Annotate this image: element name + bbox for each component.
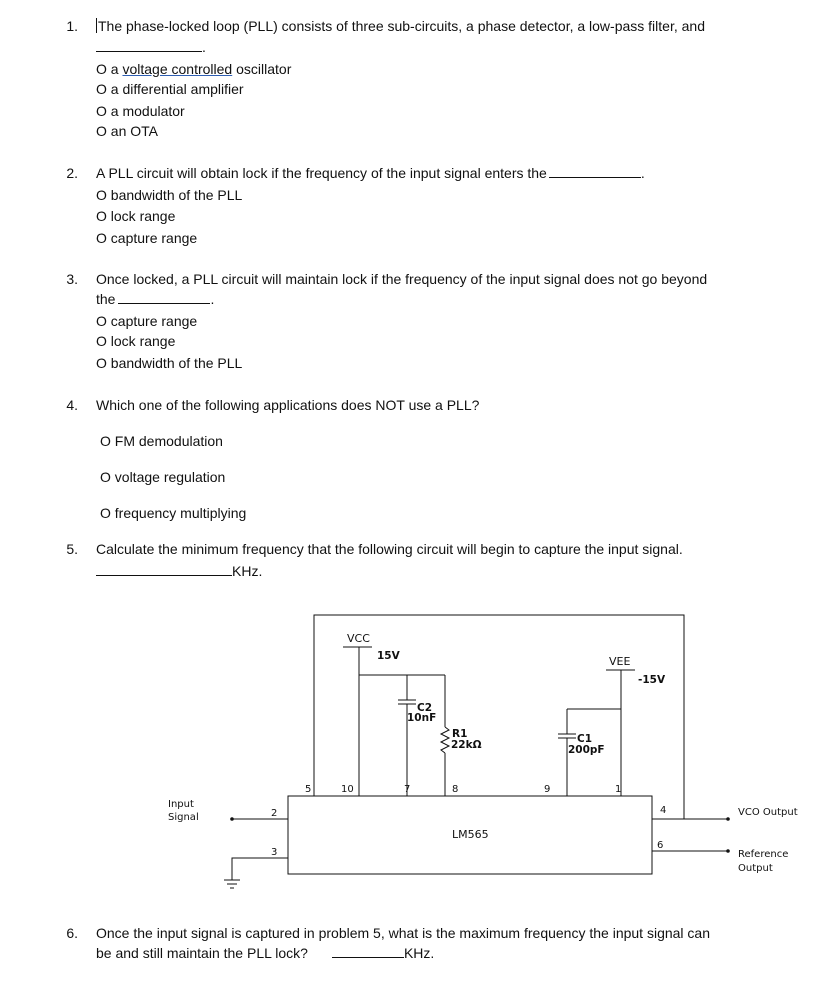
pin-3-label: 3 [271,847,278,858]
vcc-value: 15V [377,650,400,662]
q1-option-1-underlined: voltage controlled [122,61,233,77]
input-label-line2: Signal [168,812,199,823]
q1-text-content: The phase-locked loop (PLL) consists of three sub-circuits, a phase detector, a low-pass filter, and [98,18,705,34]
c1-label: C1 [577,733,593,745]
q1-answer-blank[interactable] [96,50,202,52]
q1-option-3[interactable]: O a modulator [96,103,185,119]
q3-option-2[interactable]: O lock range [96,333,176,349]
q3-number: 3. [66,271,78,287]
q3-option-3[interactable]: O bandwidth of the PLL [96,355,243,371]
q2-blank-suffix: . [640,165,645,181]
q4-number: 4. [66,397,78,413]
q6-number: 6. [66,925,78,941]
q3-text-line2-content: the [96,291,116,307]
circuit-wires [224,615,728,888]
pin-9-label: 9 [544,784,551,795]
q4-text: Which one of the following applications does NOT use a PLL? [96,397,480,413]
q3-blank-suffix: . [210,291,215,307]
pin-1-label: 1 [615,784,622,795]
r1-value: 22kΩ [451,739,482,751]
q3-answer-blank[interactable] [118,302,210,304]
q1-option-2[interactable]: O a differential amplifier [96,81,244,97]
reference-output-terminal [726,849,730,853]
q2-option-3[interactable]: O capture range [96,230,198,246]
q6-text-line2-content: be and still maintain the PLL lock? [96,945,308,961]
q1-option-1-prefix: O a [96,61,123,77]
pin-7-label: 7 [404,784,411,795]
vee-label: VEE [609,655,631,668]
q4-option-2[interactable]: O voltage regulation [100,469,226,485]
q1-blank-suffix: . [202,39,206,55]
pin-5-label: 5 [305,784,312,795]
q5-unit: KHz. [232,563,263,579]
pin-2-label: 2 [271,808,278,819]
q3-option-1[interactable]: O capture range [96,313,198,329]
q6-text: Once the input signal is captured in problem 5, what is the maximum frequency the input signal can [96,925,710,941]
reference-output-label-line1: Reference [738,849,789,860]
vco-output-label: VCO Output [738,807,798,818]
q1-number: 1. [66,18,78,34]
lm565-label: LM565 [452,828,489,841]
q2-answer-blank[interactable] [549,176,641,178]
q1-text [96,17,705,35]
pin-6-label: 6 [657,840,664,851]
q5-number: 5. [66,541,78,557]
q6-text-line2 [96,944,434,962]
text-cursor [96,18,97,33]
q5-answer-blank[interactable] [96,574,232,576]
q6-answer-blank[interactable] [332,956,404,958]
c2-label: C2 [417,702,433,714]
q2-number: 2. [66,165,78,181]
q4-option-3[interactable]: O frequency multiplying [100,505,247,521]
q5-answer[interactable] [96,562,262,580]
q4-option-1[interactable]: O FM demodulation [100,433,223,449]
pin-10-label: 10 [341,784,354,795]
q1-option-4[interactable]: O an OTA [96,123,158,139]
q2-text-content: A PLL circuit will obtain lock if the frequency of the input signal enters the [96,165,547,181]
pin-8-label: 8 [452,784,459,795]
input-label-line1: Input [168,799,194,810]
c2-value: 10nF [407,712,437,724]
q1-option-1[interactable] [96,60,291,78]
q2-text [96,164,645,182]
q6-unit: KHz. [403,945,435,961]
q3-text: Once locked, a PLL circuit will maintain lock if the frequency of the input signal does not go beyond [96,271,708,287]
pll-circuit-diagram [0,600,818,910]
reference-output-label-line2: Output [738,863,773,874]
vee-value: -15V [638,674,666,686]
q1-option-1-suffix: oscillator [232,61,292,77]
q5-text: Calculate the minimum frequency that the following circuit will begin to capture the input signal. [96,541,683,557]
pin-4-label: 4 [660,805,667,816]
vco-output-terminal [726,817,730,821]
q1-blank[interactable] [96,38,206,56]
r1-label: R1 [452,728,468,740]
q3-text-line2 [96,290,214,308]
q2-option-2[interactable]: O lock range [96,208,176,224]
input-terminal [230,817,234,821]
c1-value: 200pF [568,744,605,756]
vcc-label: VCC [347,632,370,645]
q2-option-1[interactable]: O bandwidth of the PLL [96,187,243,203]
